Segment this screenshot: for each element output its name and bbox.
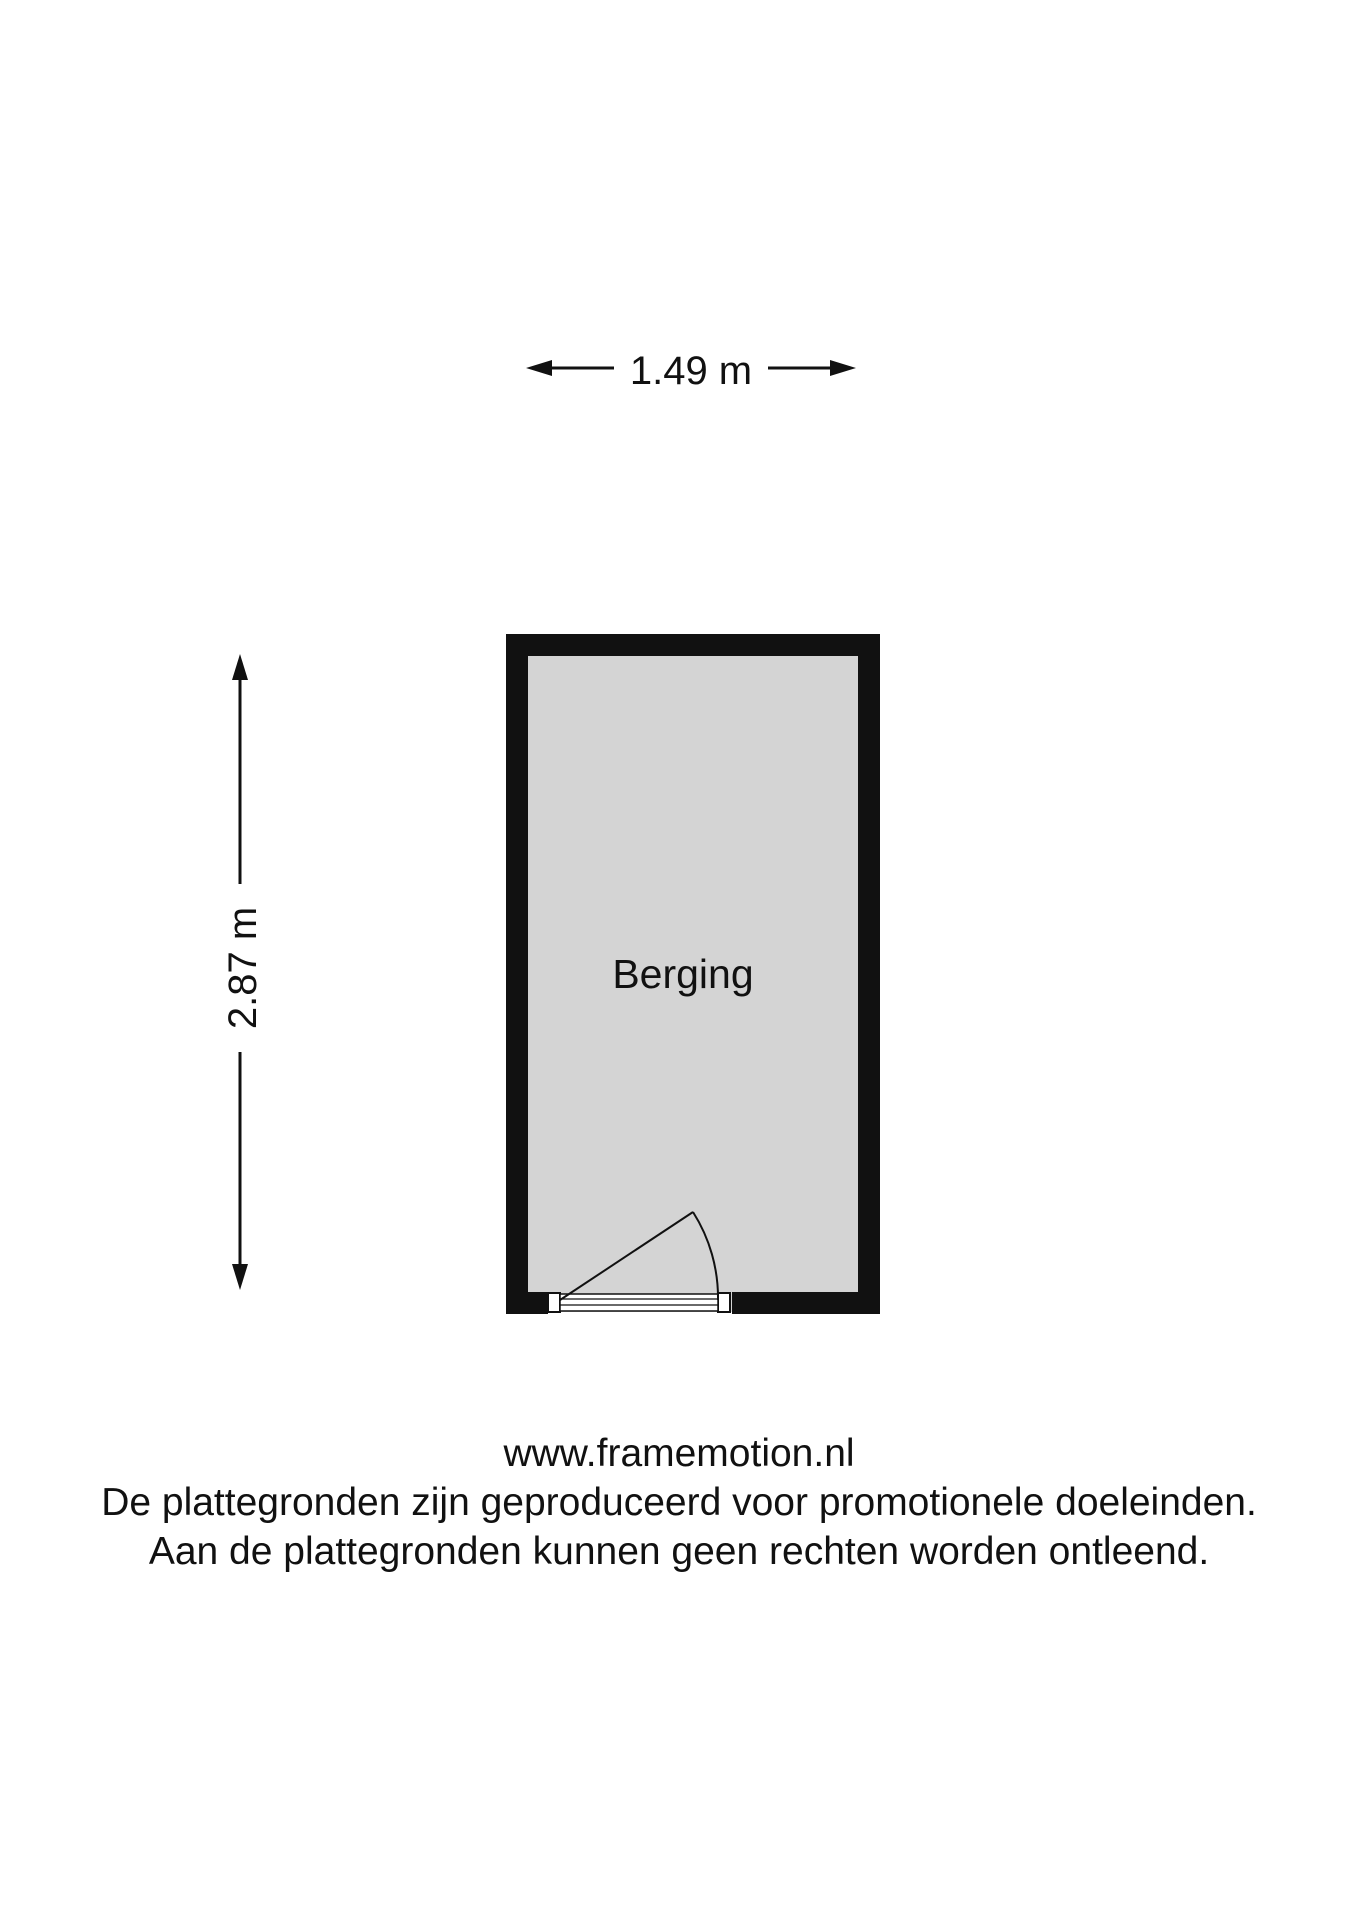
width-dimension-label: 1.49 m bbox=[629, 349, 753, 393]
wall-bottom-left bbox=[506, 1292, 548, 1314]
height-arrow-bottom-icon bbox=[232, 1264, 248, 1290]
footer-website: www.framemotion.nl bbox=[503, 1432, 855, 1475]
width-arrow-right-icon bbox=[830, 360, 856, 376]
wall-top bbox=[506, 634, 880, 656]
door-frame-left bbox=[548, 1293, 560, 1312]
door-frame-right bbox=[718, 1293, 730, 1312]
room-label: Berging bbox=[612, 951, 754, 997]
wall-left bbox=[506, 634, 528, 1314]
wall-right bbox=[858, 634, 880, 1314]
height-dimension bbox=[221, 654, 265, 1290]
width-arrow-left-icon bbox=[526, 360, 552, 376]
width-dimension bbox=[526, 349, 856, 393]
door-threshold bbox=[560, 1294, 718, 1311]
height-dimension-label: 2.87 m bbox=[221, 906, 265, 1030]
height-arrow-top-icon bbox=[232, 654, 248, 680]
footer-disclaimer-line-2: Aan de plattegronden kunnen geen rechten worden ontleend. bbox=[148, 1530, 1210, 1573]
wall-bottom-right bbox=[732, 1292, 880, 1314]
footer-disclaimer-line-1: De plattegronden zijn geproduceerd voor promotionele doeleinden. bbox=[101, 1481, 1257, 1524]
